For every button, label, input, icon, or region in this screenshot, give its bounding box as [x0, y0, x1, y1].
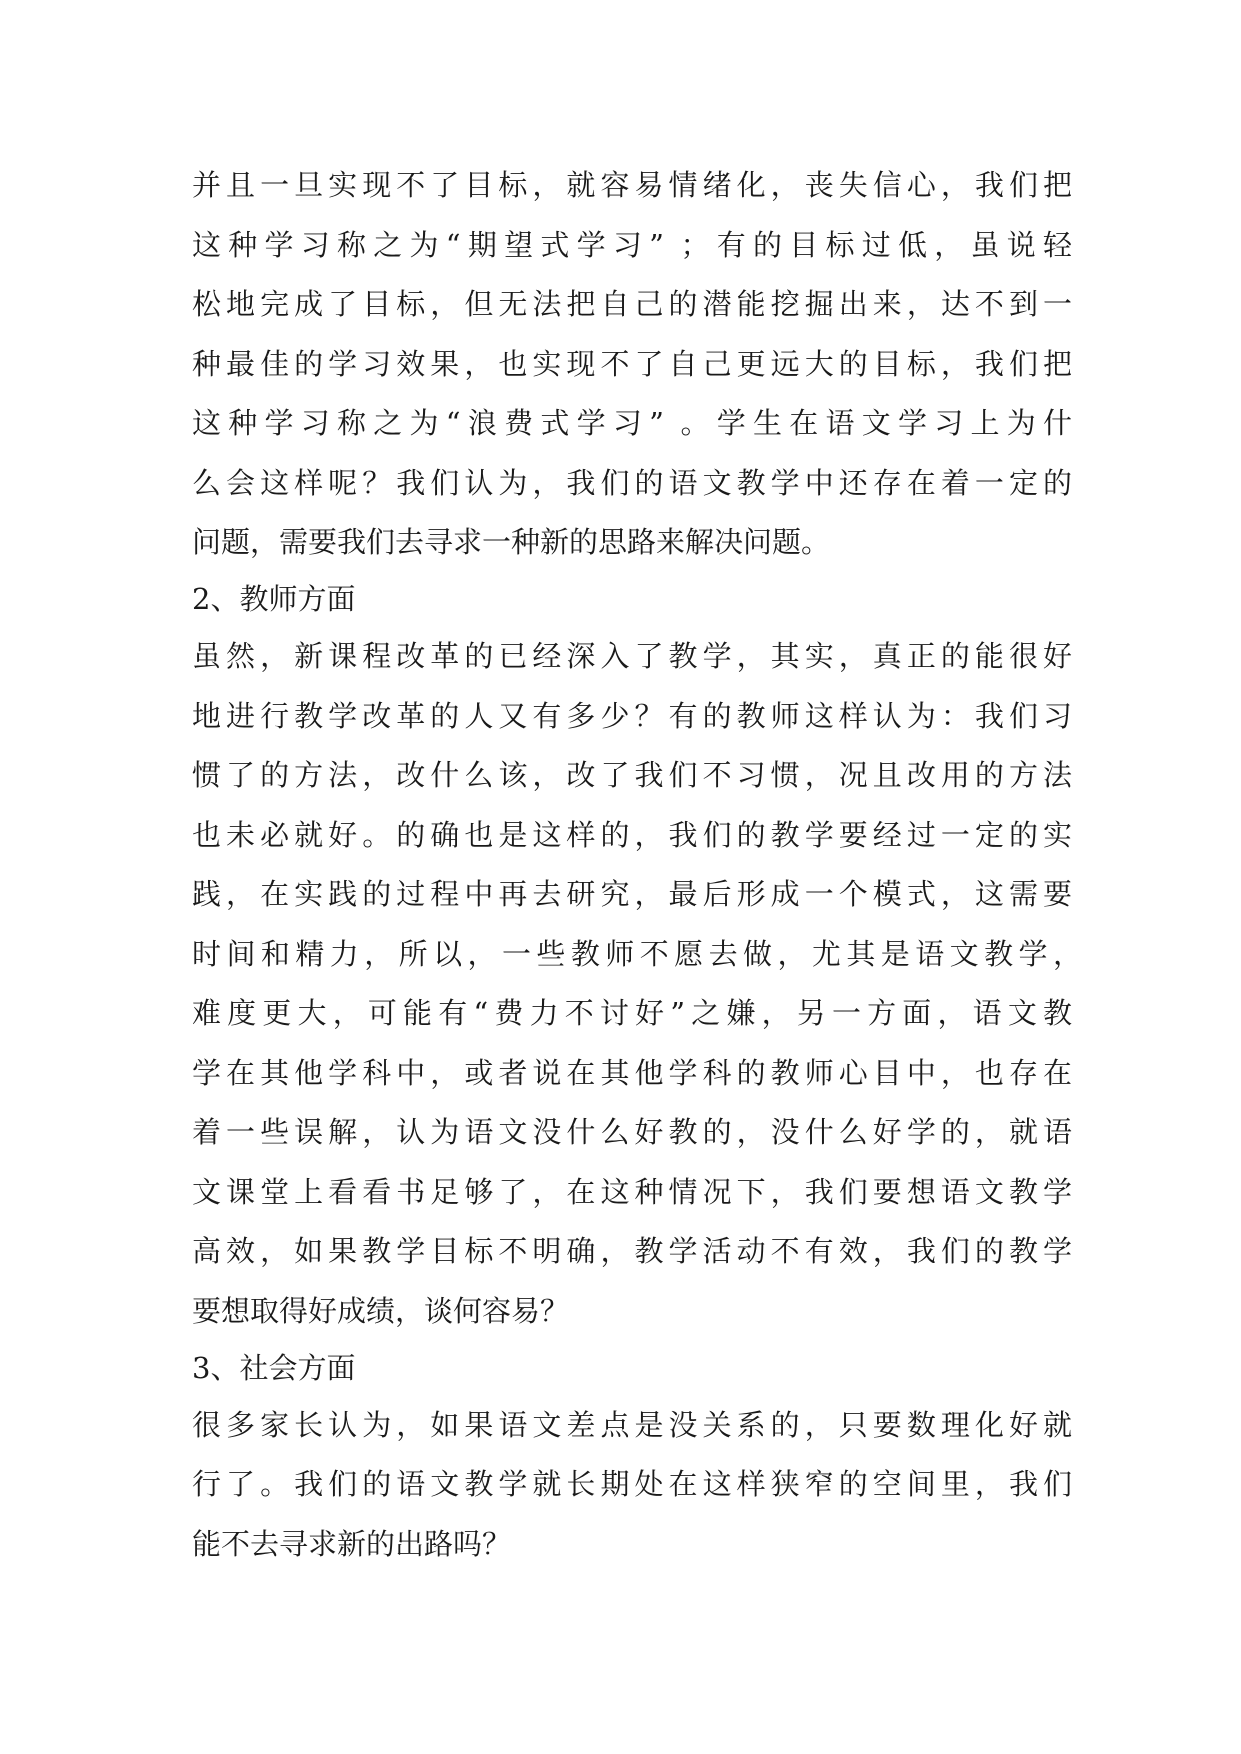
text-line: 这种学习称之为“浪费式学习” 。学生在语文学习上为什	[192, 406, 1072, 440]
text-line: 并且一旦实现不了目标，就容易情绪化，丧失信心，我们把	[192, 168, 1072, 202]
text-line: 难度更大，可能有“费力不讨好”之嫌，另一方面，语文教	[192, 996, 1072, 1030]
text-line: 学在其他学科中，或者说在其他学科的教师心目中，也存在	[192, 1056, 1072, 1090]
text-line: 问题，需要我们去寻求一种新的思路来解决问题。	[192, 525, 831, 559]
text-line: 松地完成了目标，但无法把自己的潜能挖掘出来，达不到一	[192, 287, 1072, 321]
text-line: 虽然，新课程改革的已经深入了教学，其实，真正的能很好	[192, 639, 1072, 673]
text-line: 地进行教学改革的人又有多少？有的教师这样认为：我们习	[192, 699, 1072, 733]
text-line: 着一些误解，认为语文没什么好教的，没什么好学的，就语	[192, 1115, 1072, 1149]
text-line: 高效，如果教学目标不明确，教学活动不有效，我们的教学	[192, 1234, 1072, 1268]
section-heading: 2、教师方面	[192, 582, 356, 616]
text-line: 践，在实践的过程中再去研究，最后形成一个模式，这需要	[192, 877, 1072, 911]
text-line: 很多家长认为，如果语文差点是没关系的，只要数理化好就	[192, 1408, 1072, 1442]
text-line: 这种学习称之为“期望式学习” ；有的目标过低，虽说轻	[192, 228, 1072, 262]
text-line: 行了。我们的语文教学就长期处在这样狭窄的空间里，我们	[192, 1467, 1072, 1501]
text-line: 时间和精力，所以，一些教师不愿去做，尤其是语文教学，	[192, 937, 1082, 971]
text-line: 种最佳的学习效果，也实现不了自己更远大的目标，我们把	[192, 347, 1072, 381]
text-line: 惯了的方法，改什么该，改了我们不习惯，况且改用的方法	[192, 758, 1072, 792]
text-line: 能不去寻求新的出路吗？	[192, 1527, 512, 1561]
text-line: 也未必就好。的确也是这样的，我们的教学要经过一定的实	[192, 818, 1072, 852]
text-line: 么会这样呢？我们认为，我们的语文教学中还存在着一定的	[192, 466, 1072, 500]
text-line: 要想取得好成绩，谈何容易？	[192, 1294, 570, 1328]
section-heading: 3、社会方面	[192, 1351, 356, 1385]
text-line: 文课堂上看看书足够了，在这种情况下，我们要想语文教学	[192, 1175, 1072, 1209]
